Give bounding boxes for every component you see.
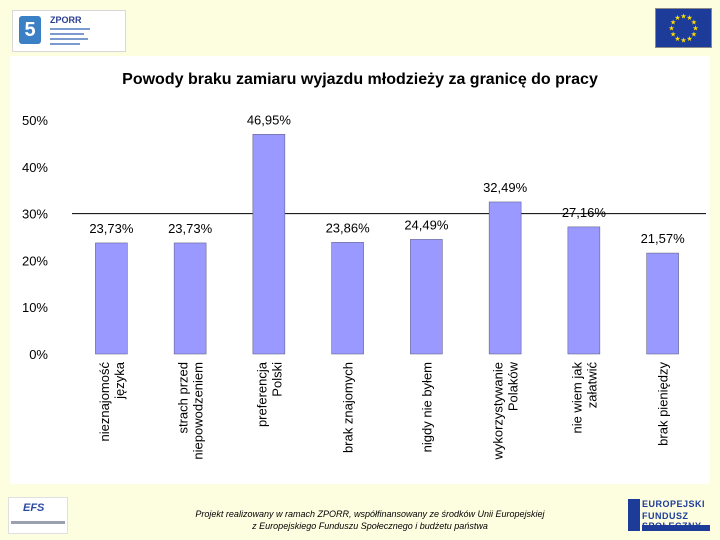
category-label-line: wykorzystywanie bbox=[490, 362, 506, 460]
data-label: 32,49% bbox=[483, 179, 528, 195]
chart-title: Powody braku zamiaru wyjazdu młodzieży za granicę do pracy bbox=[122, 71, 598, 88]
category-label-line: Polski bbox=[269, 362, 285, 397]
logo-line bbox=[50, 33, 84, 35]
bar bbox=[568, 227, 600, 354]
y-tick-label: 20% bbox=[21, 253, 48, 269]
efs-logo-text: EFS bbox=[23, 502, 45, 514]
eu-star-icon: ★ bbox=[692, 25, 699, 33]
logo-line bbox=[50, 38, 88, 40]
eu-star-icon: ★ bbox=[674, 35, 681, 43]
category-label-line: języka bbox=[111, 362, 127, 399]
bar-chart bbox=[10, 56, 710, 484]
category-label bbox=[176, 362, 206, 460]
kapital-logo-line-1: EUROPEJSKI bbox=[642, 499, 706, 509]
y-tick-label: 40% bbox=[21, 159, 48, 175]
bar bbox=[410, 239, 442, 354]
bar bbox=[253, 134, 285, 354]
eu-star-icon: ★ bbox=[680, 13, 687, 21]
eu-star-icon: ★ bbox=[686, 15, 693, 23]
category-label-line: niepowodzeniem bbox=[190, 362, 206, 460]
chart-frame bbox=[10, 56, 710, 484]
category-label bbox=[491, 361, 521, 460]
category-label bbox=[254, 361, 284, 427]
data-label: 27,16% bbox=[561, 204, 606, 220]
data-label: 23,73% bbox=[89, 220, 134, 236]
data-label: 24,49% bbox=[404, 217, 449, 233]
kapital-logo-bar bbox=[642, 525, 710, 531]
zporr-logo bbox=[12, 10, 126, 52]
category-label-line: brak znajomych bbox=[340, 362, 356, 454]
eu-star-icon: ★ bbox=[686, 35, 693, 43]
data-label: 23,86% bbox=[325, 220, 370, 236]
data-label: 23,73% bbox=[168, 220, 213, 236]
eu-star-icon: ★ bbox=[674, 15, 681, 23]
category-label bbox=[419, 362, 434, 452]
category-label-line: nie wiem jak bbox=[569, 362, 585, 434]
mini-flag-icon bbox=[628, 499, 640, 531]
bar bbox=[489, 202, 521, 354]
category-label-line: nigdy nie byłem bbox=[419, 362, 435, 453]
footer-line-2: z Europejskiego Funduszu Społecznego i budżetu państwa bbox=[252, 521, 488, 531]
kapital-ludzki-logo bbox=[626, 497, 712, 535]
category-label-line: Polaków bbox=[505, 362, 521, 412]
category-label bbox=[341, 362, 356, 453]
eu-star-icon: ★ bbox=[690, 19, 698, 27]
footer-line-1: Projekt realizowany w ramach ZPORR, współfinansowany ze środków Unii Europejskiej bbox=[195, 509, 545, 519]
logo-line bbox=[50, 43, 80, 45]
eu-star-icon: ★ bbox=[668, 25, 675, 33]
logo-line bbox=[50, 28, 90, 30]
footer-note bbox=[160, 508, 580, 532]
category-label-line: brak pieniędzy bbox=[655, 362, 671, 446]
category-label bbox=[97, 361, 127, 441]
data-label: 46,95% bbox=[246, 112, 291, 128]
bar bbox=[95, 243, 127, 354]
zporr-logo-text: ZPORR bbox=[50, 15, 82, 25]
category-label bbox=[569, 362, 599, 434]
eu-star-icon: ★ bbox=[669, 31, 677, 39]
kapital-logo-line-2: FUNDUSZ bbox=[642, 511, 689, 521]
y-tick-label: 0% bbox=[29, 347, 48, 362]
data-label: 21,57% bbox=[640, 231, 685, 247]
eu-star-icon: ★ bbox=[669, 19, 677, 27]
category-label-line: nieznajomość bbox=[96, 362, 112, 442]
eu-flag-icon bbox=[655, 8, 712, 48]
bar bbox=[332, 242, 364, 354]
category-label-line: preferencja bbox=[254, 362, 270, 428]
zporr-number-icon: 5 bbox=[19, 16, 41, 44]
eu-star-icon: ★ bbox=[680, 37, 687, 45]
bar bbox=[647, 253, 679, 354]
bar bbox=[174, 243, 206, 354]
y-tick-label: 10% bbox=[21, 300, 48, 316]
category-label bbox=[656, 362, 671, 446]
category-label-line: strach przed bbox=[175, 362, 191, 434]
y-tick-label: 50% bbox=[21, 113, 48, 128]
efs-logo bbox=[8, 497, 68, 534]
efs-logo-line bbox=[11, 521, 65, 524]
category-label-line: załatwić bbox=[584, 362, 600, 409]
eu-star-icon: ★ bbox=[690, 31, 698, 39]
y-tick-label: 30% bbox=[21, 206, 48, 222]
